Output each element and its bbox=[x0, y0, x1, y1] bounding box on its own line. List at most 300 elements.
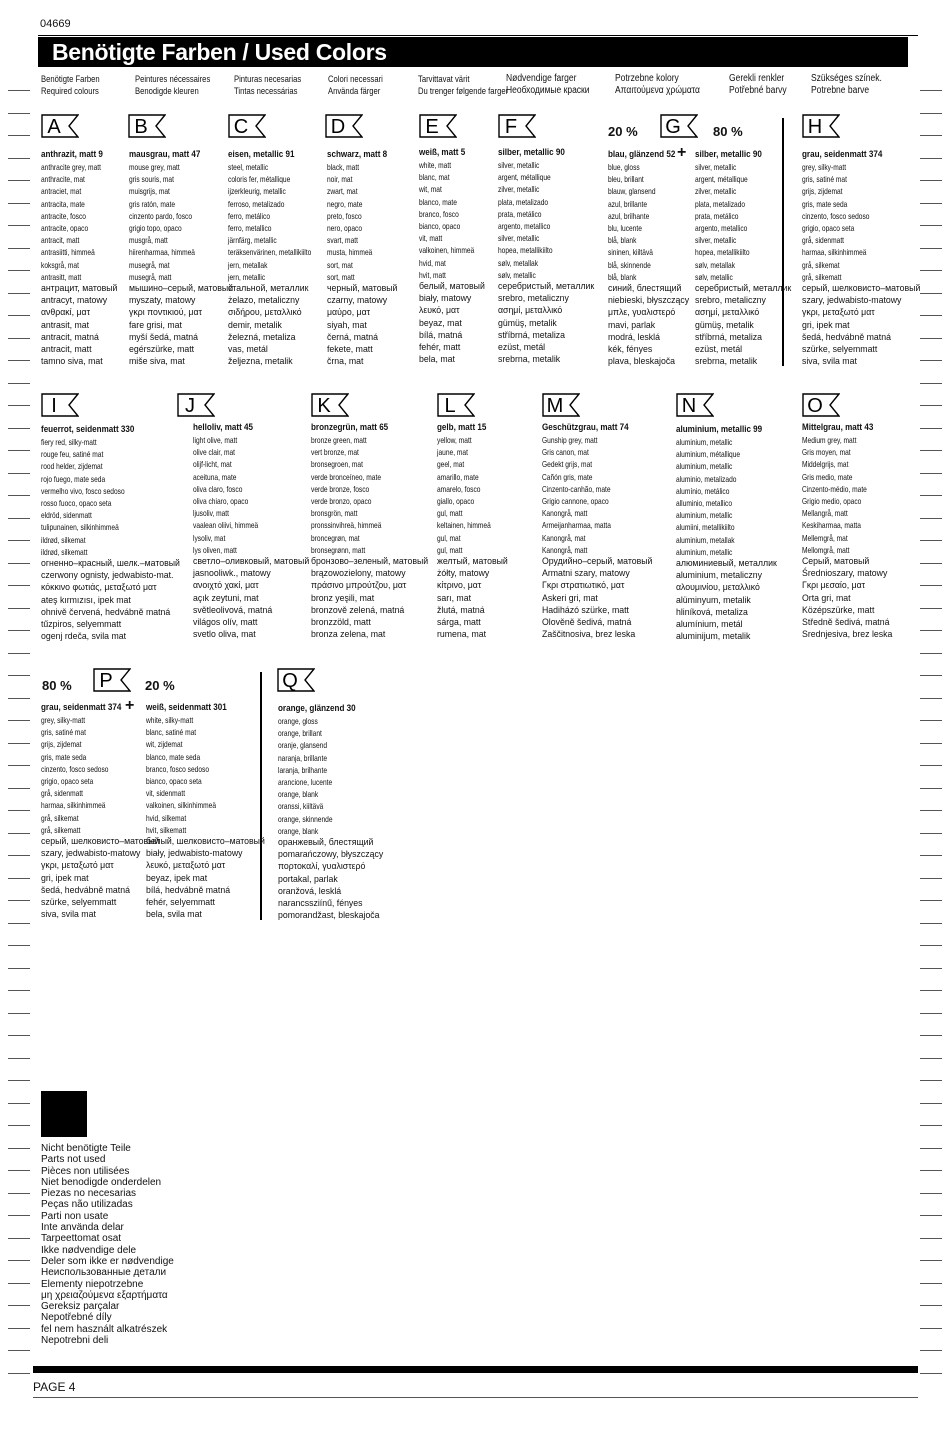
color-title: gelb, matt 15 bbox=[437, 422, 487, 433]
color-translation: siva, svila mat bbox=[802, 356, 857, 368]
color-title: blau, glänzend 52 bbox=[608, 149, 676, 160]
lang-group-9: Szükséges színek. Potrebne barve bbox=[811, 73, 882, 96]
color-translation: geel, mat bbox=[437, 459, 465, 470]
color-translation: bronza zelena, mat bbox=[311, 629, 386, 641]
unused-parts-line: Parti non usate bbox=[41, 1210, 109, 1222]
color-code-letter: F bbox=[504, 116, 518, 138]
color-translation: Серый, матовый bbox=[802, 556, 870, 568]
color-column-o bbox=[802, 422, 950, 641]
color-translation: zwart, mat bbox=[327, 186, 358, 197]
unused-parts-line: Piezas no necesarias bbox=[41, 1188, 137, 1200]
color-translation: γκρι, μεταξωτό ματ bbox=[41, 860, 114, 872]
color-translation: vit, sidenmatt bbox=[146, 788, 186, 799]
color-translation: musta, himmeä bbox=[327, 247, 373, 258]
color-title: weiß, seidenmatt 301 bbox=[146, 702, 227, 713]
plus-sign-p: + bbox=[125, 697, 135, 714]
color-translation: gris, mate seda bbox=[41, 751, 87, 762]
color-translation: Zaščitnosiva, brez leska bbox=[542, 629, 636, 641]
color-translation: fekete, matt bbox=[327, 344, 373, 356]
color-translation: silver, metallic bbox=[498, 160, 540, 170]
color-translation: желтый, матовый bbox=[437, 556, 508, 568]
color-translation: bronzzöld, matt bbox=[311, 617, 371, 629]
color-code-letter: E bbox=[425, 116, 439, 138]
color-translation: rood helder, zijdemat bbox=[41, 461, 103, 472]
color-translation: tamno siva, mat bbox=[41, 356, 103, 368]
color-translation: gul, mat bbox=[437, 532, 461, 543]
color-translation: rojo fuego, mate seda bbox=[41, 473, 106, 484]
color-translation: blanco, mate bbox=[419, 196, 457, 207]
color-translation: aluminijum, metalik bbox=[676, 631, 751, 643]
color-translation: sort, mat bbox=[327, 259, 353, 270]
color-translation: aluminium, métallique bbox=[676, 449, 741, 460]
color-translation: grå, sidenmatt bbox=[41, 788, 84, 799]
unused-parts-line: Gereksiz parçalar bbox=[41, 1301, 120, 1313]
color-translation: črna, mat bbox=[327, 356, 364, 368]
color-translation: γκρι, μεταξωτό ματ bbox=[802, 307, 875, 319]
color-translation: πράσινο μπρούτζου, ματ bbox=[311, 580, 407, 592]
color-translation: gris, satiné mat bbox=[41, 727, 86, 738]
color-translation: czarny, matowy bbox=[327, 295, 388, 307]
color-translation: beyaz, mat bbox=[419, 317, 462, 329]
lang-group-2: Peintures nécessaires Benodigde kleuren bbox=[135, 74, 211, 96]
color-translation: ildrød, silkemat bbox=[41, 534, 86, 545]
color-translation: ildrød, silkematt bbox=[41, 546, 88, 557]
color-translation: alumínio, metálico bbox=[676, 485, 730, 496]
color-column-i bbox=[41, 424, 191, 643]
color-translation: light olive, matt bbox=[193, 435, 238, 445]
color-translation: white, matt bbox=[419, 160, 452, 170]
color-translation: ασημί, μεταλλικό bbox=[498, 305, 563, 317]
unused-parts-line: fel nem használt alkatrészek bbox=[41, 1323, 168, 1335]
color-translation: demir, metalik bbox=[228, 319, 282, 331]
color-translation: Keskiharmaa, matta bbox=[802, 520, 861, 531]
color-translation: bronsegroen, mat bbox=[311, 459, 363, 470]
color-translation: серый, шелковисто–матовый bbox=[802, 283, 921, 295]
color-title: grau, seidenmatt 374 bbox=[41, 702, 122, 713]
color-translation: antrasiitti, himmeä bbox=[41, 247, 95, 258]
color-translation: plata, metalizado bbox=[695, 198, 746, 209]
color-translation: oliva claro, fosco bbox=[193, 483, 243, 494]
color-translation: prata, metálico bbox=[498, 208, 542, 219]
color-title: feuerrot, seidenmatt 330 bbox=[41, 424, 135, 435]
color-translation: rouge feu, satiné mat bbox=[41, 449, 104, 460]
color-translation: hiirenharmaa, himmeä bbox=[129, 247, 195, 258]
color-translation: Middelgrijs, mat bbox=[802, 459, 849, 470]
color-translation: μαύρο, ματ bbox=[327, 307, 371, 319]
percent-label-p1: 80 % bbox=[42, 678, 72, 693]
color-translation: žlutá, matná bbox=[437, 604, 485, 616]
color-translation: željezna, metalik bbox=[228, 356, 293, 368]
color-translation: antraciet, mat bbox=[41, 186, 82, 197]
color-translation: Średnioszary, matowy bbox=[802, 568, 888, 580]
color-translation: naranja, brillante bbox=[278, 752, 328, 763]
color-translation: κίτρινο, ματ bbox=[437, 580, 482, 592]
color-translation: sølv, metallak bbox=[498, 257, 539, 268]
color-translation: grijs, zijdemat bbox=[802, 186, 843, 197]
color-translation: gris ratón, mate bbox=[129, 198, 176, 209]
color-translation: bronze green, matt bbox=[311, 435, 367, 445]
color-translation: rumena, mat bbox=[437, 629, 487, 641]
color-translation: antracit, matt bbox=[41, 235, 80, 246]
color-translation: Grigio medio, opaco bbox=[802, 496, 862, 507]
color-translation: argento, metallico bbox=[498, 221, 551, 232]
color-translation: hvit, matt bbox=[419, 269, 446, 280]
color-translation: grey, silky-matt bbox=[802, 162, 847, 172]
color-translation: Орудийно–серый, матовый bbox=[542, 556, 653, 568]
plus-sign-g: + bbox=[677, 144, 687, 161]
color-translation: aluminium, metallic bbox=[676, 546, 733, 557]
color-title: Mittelgrau, matt 43 bbox=[802, 422, 874, 433]
color-translation: blu, lucente bbox=[608, 223, 642, 234]
color-translation: hvit, silkematt bbox=[146, 824, 187, 835]
color-translation: szary, jedwabisto-matowy bbox=[41, 848, 141, 860]
color-translation: anthracite, mat bbox=[41, 174, 85, 185]
color-translation: grigio, opaco seta bbox=[41, 776, 94, 787]
color-title: aluminium, metallic 99 bbox=[676, 424, 763, 435]
color-translation: srebrna, metalik bbox=[498, 354, 561, 366]
color-translation: siyah, mat bbox=[327, 319, 367, 331]
page-number: PAGE 4 bbox=[33, 1380, 76, 1394]
color-translation: white, silky-matt bbox=[146, 715, 194, 725]
color-translation: Középszürke, matt bbox=[802, 604, 875, 616]
color-translation: ανθρακί, ματ bbox=[41, 307, 91, 319]
color-translation: gümüş, metalik bbox=[498, 317, 557, 329]
color-translation: оранжевый, блестящий bbox=[278, 837, 374, 849]
color-translation: Kanongrå, matt bbox=[542, 544, 588, 555]
color-code-letter: A bbox=[47, 116, 61, 138]
color-translation: grå, silkematt bbox=[41, 824, 81, 835]
color-translation: svetlo oliva, mat bbox=[193, 629, 256, 641]
color-translation: antracita, mate bbox=[41, 198, 85, 209]
color-translation: gul, matt bbox=[437, 508, 463, 519]
color-translation: šedá, hedvábně matná bbox=[41, 884, 130, 896]
color-translation: antracyt, matowy bbox=[41, 295, 108, 307]
color-translation: olijf-licht, mat bbox=[193, 459, 232, 470]
color-translation: κόκκινο φωτιάς, μεταξωτό ματ bbox=[41, 582, 157, 594]
color-translation: ijzerkleurig, metallic bbox=[228, 186, 286, 197]
color-code-letter: P bbox=[99, 670, 113, 692]
color-translation: gri, ipek mat bbox=[802, 319, 850, 331]
color-translation: negro, mate bbox=[327, 198, 363, 209]
color-translation: anthracite grey, matt bbox=[41, 162, 101, 172]
color-translation: ferro, metálico bbox=[228, 210, 271, 221]
color-translation: светло–оливковый, матовый bbox=[193, 556, 310, 568]
unused-parts-swatch bbox=[41, 1091, 87, 1137]
color-code-letter: C bbox=[233, 116, 249, 138]
color-translation: argento, metallico bbox=[695, 223, 748, 234]
color-translation: hopea, metallikiilto bbox=[695, 247, 750, 258]
color-translation: orange, brillant bbox=[278, 728, 322, 739]
color-translation: grey, silky-matt bbox=[41, 715, 86, 725]
color-translation: plava, bleskajoča bbox=[608, 356, 676, 368]
color-translation: coloris fer, métallique bbox=[228, 174, 291, 185]
color-translation: blauw, glansend bbox=[608, 186, 656, 197]
color-translation: biały, matowy bbox=[419, 293, 472, 305]
color-translation: mavi, parlak bbox=[608, 319, 656, 331]
color-code-box-e bbox=[419, 114, 457, 138]
color-translation: oranžová, lesklá bbox=[278, 885, 342, 897]
color-code-box-f bbox=[498, 114, 536, 138]
lang-group-8: Gerekli renkler Potřebné barvy bbox=[729, 73, 787, 96]
lang-group-5: Tarvittavat värit Du trenger følgende farger bbox=[418, 74, 509, 96]
color-translation: λευκό, μεταξωτό ματ bbox=[146, 860, 226, 872]
color-translation: Středně šedivá, matná bbox=[802, 617, 890, 629]
color-code-box-j bbox=[177, 393, 215, 417]
color-translation: aceituna, mate bbox=[193, 471, 237, 482]
color-translation: antracite, fosco bbox=[41, 210, 86, 221]
color-code-letter: D bbox=[330, 116, 346, 138]
color-translation: żelazo, metaliczny bbox=[228, 295, 300, 307]
color-column-h bbox=[802, 149, 950, 368]
color-code-box-n bbox=[676, 393, 714, 417]
color-translation: Orta gri, mat bbox=[802, 592, 851, 604]
color-translation: alluminio, metallico bbox=[676, 498, 733, 509]
color-translation: gris souris, mat bbox=[129, 174, 174, 185]
color-translation: серебристый, металлик bbox=[498, 281, 595, 293]
color-code-letter: G bbox=[665, 116, 681, 138]
color-translation: aluminio, metalizado bbox=[676, 473, 737, 484]
color-translation: grå, sidenmatt bbox=[802, 235, 845, 246]
color-translation: Olověně šedivá, matná bbox=[542, 617, 632, 629]
color-translation: aluminium, metallic bbox=[676, 461, 733, 472]
color-code-box-g1 bbox=[660, 114, 698, 138]
color-translation: brązowozielony, matowy bbox=[311, 568, 406, 580]
unused-parts-line: Deler som ikke er nødvendige bbox=[41, 1255, 174, 1267]
color-translation: jern, metallak bbox=[228, 259, 268, 270]
color-translation: vas, metál bbox=[228, 344, 268, 356]
color-column-p2 bbox=[146, 702, 296, 921]
color-translation: огненно–красный, шелк.–матовый bbox=[41, 558, 180, 570]
color-column-q bbox=[278, 703, 428, 922]
color-translation: белый, шелковисто–матовый bbox=[146, 836, 265, 848]
color-translation: srebro, metaliczny bbox=[695, 295, 766, 307]
color-translation: argent, métallique bbox=[695, 174, 748, 185]
lang-group-6: Nødvendige farger Необходимые краски bbox=[506, 73, 590, 96]
color-translation: amarillo, mate bbox=[437, 471, 479, 482]
color-translation: srebrna, metalik bbox=[695, 356, 758, 368]
percent-label-p2: 20 % bbox=[145, 678, 175, 693]
color-translation: světleolivová, matná bbox=[193, 604, 273, 616]
color-code-letter: M bbox=[546, 395, 564, 417]
color-translation: vit, matt bbox=[419, 233, 443, 244]
color-translation: антрацит, матовый bbox=[41, 283, 118, 295]
color-translation: Gris canon, mat bbox=[542, 447, 589, 458]
color-code-letter: K bbox=[317, 395, 331, 417]
color-translation: σιδήρου, μεταλλικό bbox=[228, 307, 302, 319]
color-translation: mouse grey, matt bbox=[129, 162, 180, 172]
color-translation: Cinzento-médio, mate bbox=[802, 483, 867, 494]
color-translation: vert bronze, mat bbox=[311, 447, 359, 458]
color-code-letter: L bbox=[444, 395, 456, 417]
color-translation: zilver, metallic bbox=[498, 184, 540, 195]
color-translation: azul, brillante bbox=[608, 198, 648, 209]
color-translation: narancssziínű, fényes bbox=[278, 898, 363, 910]
color-translation: blanc, satiné mat bbox=[146, 727, 197, 738]
color-translation: egérszürke, matt bbox=[129, 344, 195, 356]
color-translation: grå, silkemat bbox=[41, 812, 79, 823]
color-translation: verde bronzo, opaco bbox=[311, 496, 372, 507]
color-translation: musegrå, mat bbox=[129, 259, 170, 270]
page-title: Benötigte Farben / Used Colors bbox=[38, 37, 908, 67]
color-code-box-q bbox=[277, 668, 315, 692]
color-translation: black, matt bbox=[327, 162, 360, 172]
color-translation: fehér, selyemmatt bbox=[146, 897, 215, 909]
color-translation: Srednjesiva, brez leska bbox=[802, 629, 893, 641]
color-translation: Γκρι μεσαίο, ματ bbox=[802, 580, 866, 592]
color-translation: teräksenvärinen, metallikiilto bbox=[228, 247, 312, 258]
color-code-box-m bbox=[542, 393, 580, 417]
color-translation: blue, gloss bbox=[608, 162, 640, 172]
color-translation: pomorandžast, bleskajoča bbox=[278, 910, 380, 922]
color-translation: wit, mat bbox=[419, 184, 442, 195]
color-translation: keltainen, himmeä bbox=[437, 520, 491, 531]
color-translation: arancione, lucente bbox=[278, 777, 333, 788]
color-title: Geschützgrau, matt 74 bbox=[542, 422, 629, 433]
unused-parts-line: Parts not used bbox=[41, 1154, 106, 1166]
color-translation: Gedekt grijs, mat bbox=[542, 459, 593, 470]
color-translation: musegrå, matt bbox=[129, 271, 172, 282]
color-translation: ferro, metallico bbox=[228, 223, 272, 234]
color-code-letter: H bbox=[807, 116, 823, 138]
color-title: anthrazit, matt 9 bbox=[41, 149, 103, 160]
color-translation: blanc, mat bbox=[419, 172, 450, 183]
color-translation: Gris moyen, mat bbox=[802, 447, 851, 458]
doc-code: 04669 bbox=[40, 18, 71, 30]
color-translation: rosso fuoco, opaco seta bbox=[41, 498, 112, 509]
color-code-letter: N bbox=[681, 395, 697, 417]
color-translation: Cañón gris, mate bbox=[542, 471, 593, 482]
color-translation: szürke, selyemmatt bbox=[41, 897, 117, 909]
color-translation: branco, fosco sedoso bbox=[146, 763, 210, 774]
color-translation: jasnooliwk., matowy bbox=[193, 568, 271, 580]
color-translation: Gunship grey, matt bbox=[542, 435, 598, 445]
color-translation: zilver, metallic bbox=[695, 186, 737, 197]
color-translation: silver, metallic bbox=[498, 233, 540, 244]
color-translation: tűzpiros, selyemmatt bbox=[41, 619, 122, 631]
color-translation: grå, silkematt bbox=[802, 271, 842, 282]
unused-parts-line: Ikke nødvendige dele bbox=[41, 1244, 137, 1256]
color-translation: orange, blank bbox=[278, 789, 319, 800]
color-translation: bronzově zelená, matná bbox=[311, 604, 405, 616]
color-translation: sarı, mat bbox=[437, 592, 471, 604]
color-translation: siva, svila mat bbox=[41, 909, 96, 921]
color-translation: ogenj rdeča, svila mat bbox=[41, 631, 127, 643]
color-translation: Γκρι στρατιωτικό, ματ bbox=[542, 580, 625, 592]
color-translation: azul, brilhante bbox=[608, 210, 650, 221]
color-column-m bbox=[542, 422, 692, 641]
color-translation: aluminium, metaliczny bbox=[676, 570, 762, 582]
color-translation: sølv, metallic bbox=[695, 271, 733, 282]
color-translation: niebieski, błyszczący bbox=[608, 295, 690, 307]
color-translation: бронзово–зеленый, матовый bbox=[311, 556, 429, 568]
color-code-box-o bbox=[802, 393, 840, 417]
color-translation: nero, opaco bbox=[327, 223, 363, 234]
color-code-box-c bbox=[228, 114, 266, 138]
color-code-box-d bbox=[325, 114, 363, 138]
color-translation: lysoliv, mat bbox=[193, 532, 226, 543]
color-code-box-k bbox=[311, 393, 349, 417]
unused-parts-line: μη χρειαζούμενα εξαρτήματα bbox=[41, 1289, 168, 1301]
color-translation: gris, mate seda bbox=[802, 198, 848, 209]
color-translation: yellow, matt bbox=[437, 435, 472, 445]
color-translation: Armeijanharmaa, matta bbox=[542, 520, 611, 531]
color-translation: Mellangrå, matt bbox=[802, 508, 848, 519]
color-translation: açık zeytuni, mat bbox=[193, 592, 259, 604]
color-translation: ανοιχτό χακί, ματ bbox=[193, 580, 259, 592]
color-translation: világos olív, matt bbox=[193, 617, 258, 629]
color-title: orange, glänzend 30 bbox=[278, 703, 356, 714]
color-translation: amarelo, fosco bbox=[437, 483, 481, 494]
color-translation: harmaa, silkinhimmeä bbox=[802, 247, 867, 258]
color-code-letter: I bbox=[51, 395, 57, 417]
color-translation: μπλε, γυαλιστερό bbox=[608, 307, 676, 319]
color-code-box-b bbox=[128, 114, 166, 138]
color-translation: verde bronceíneo, mate bbox=[311, 471, 382, 482]
color-translation: jern, metallic bbox=[228, 271, 266, 282]
color-translation: aluminium, metallic bbox=[676, 510, 733, 521]
color-translation: antrasitt, matt bbox=[41, 271, 82, 282]
color-translation: πορτοκαλί, γυαλιστερό bbox=[278, 861, 366, 873]
color-translation: hliníková, metaliza bbox=[676, 606, 748, 618]
color-translation: preto, fosco bbox=[327, 210, 362, 221]
color-title: bronzegrün, matt 65 bbox=[311, 422, 389, 433]
color-translation: koksgrå, mat bbox=[41, 259, 79, 270]
color-translation: prata, metálico bbox=[695, 210, 739, 221]
color-translation: tulipunainen, silkinhimmeä bbox=[41, 522, 119, 533]
color-translation: hvid, silkemat bbox=[146, 812, 187, 823]
color-translation: giallo, opaco bbox=[437, 496, 475, 507]
unused-parts-line: Peças não utilizadas bbox=[41, 1199, 133, 1211]
color-translation: silver, metallic bbox=[695, 235, 737, 246]
color-title: schwarz, matt 8 bbox=[327, 149, 388, 160]
color-translation: sininen, kiiltävä bbox=[608, 247, 653, 258]
color-translation: beyaz, ipek mat bbox=[146, 872, 208, 884]
color-translation: fehér, matt bbox=[419, 342, 461, 354]
color-title: eisen, metallic 91 bbox=[228, 149, 295, 160]
color-translation: musgrå, matt bbox=[129, 235, 168, 246]
color-translation: wit, zijdemat bbox=[146, 739, 183, 750]
unused-parts-line: Nepotřebné díly bbox=[41, 1312, 112, 1324]
color-translation: мышино–серый, матовый bbox=[129, 283, 234, 295]
color-code-letter: O bbox=[807, 395, 823, 417]
color-translation: ασημί, μεταλλικό bbox=[695, 307, 760, 319]
color-translation: hopea, metallikiilto bbox=[498, 245, 553, 256]
unused-parts-line: Inte använda delar bbox=[41, 1222, 124, 1234]
color-translation: стальной, металлик bbox=[228, 283, 309, 295]
color-translation: alumínium, metál bbox=[676, 619, 743, 631]
color-translation: cinzento, fosco sedoso bbox=[802, 210, 870, 221]
header-rule bbox=[38, 35, 918, 36]
color-title: mausgrau, matt 47 bbox=[129, 149, 201, 160]
color-code-box-i bbox=[41, 393, 79, 417]
lang-group-4: Colori necessari Använda färger bbox=[328, 74, 383, 96]
color-translation: olive clair, mat bbox=[193, 447, 236, 458]
color-translation: bela, mat bbox=[419, 354, 455, 366]
unused-parts-line: Tarpeettomat osat bbox=[41, 1233, 122, 1245]
color-translation: Mellemgrå, mat bbox=[802, 532, 848, 543]
color-translation: pomarańczowy, błyszczący bbox=[278, 849, 384, 861]
color-translation: Cinzento-canhão, mate bbox=[542, 483, 611, 494]
color-translation: järnfärg, metallic bbox=[228, 235, 277, 246]
color-translation: orange, blank bbox=[278, 825, 319, 836]
color-translation: żółty, matowy bbox=[437, 568, 490, 580]
color-translation: antracite, opaco bbox=[41, 223, 89, 234]
lang-group-7: Potrzebne kolory Απαιτούμενα χρώματα bbox=[615, 73, 700, 96]
color-translation: aluminium, metallic bbox=[676, 437, 733, 447]
color-translation: cinzento, fosco sedoso bbox=[41, 763, 109, 774]
color-translation: oliva chiaro, opaco bbox=[193, 496, 249, 507]
color-translation: stříbrná, metaliza bbox=[695, 331, 763, 343]
